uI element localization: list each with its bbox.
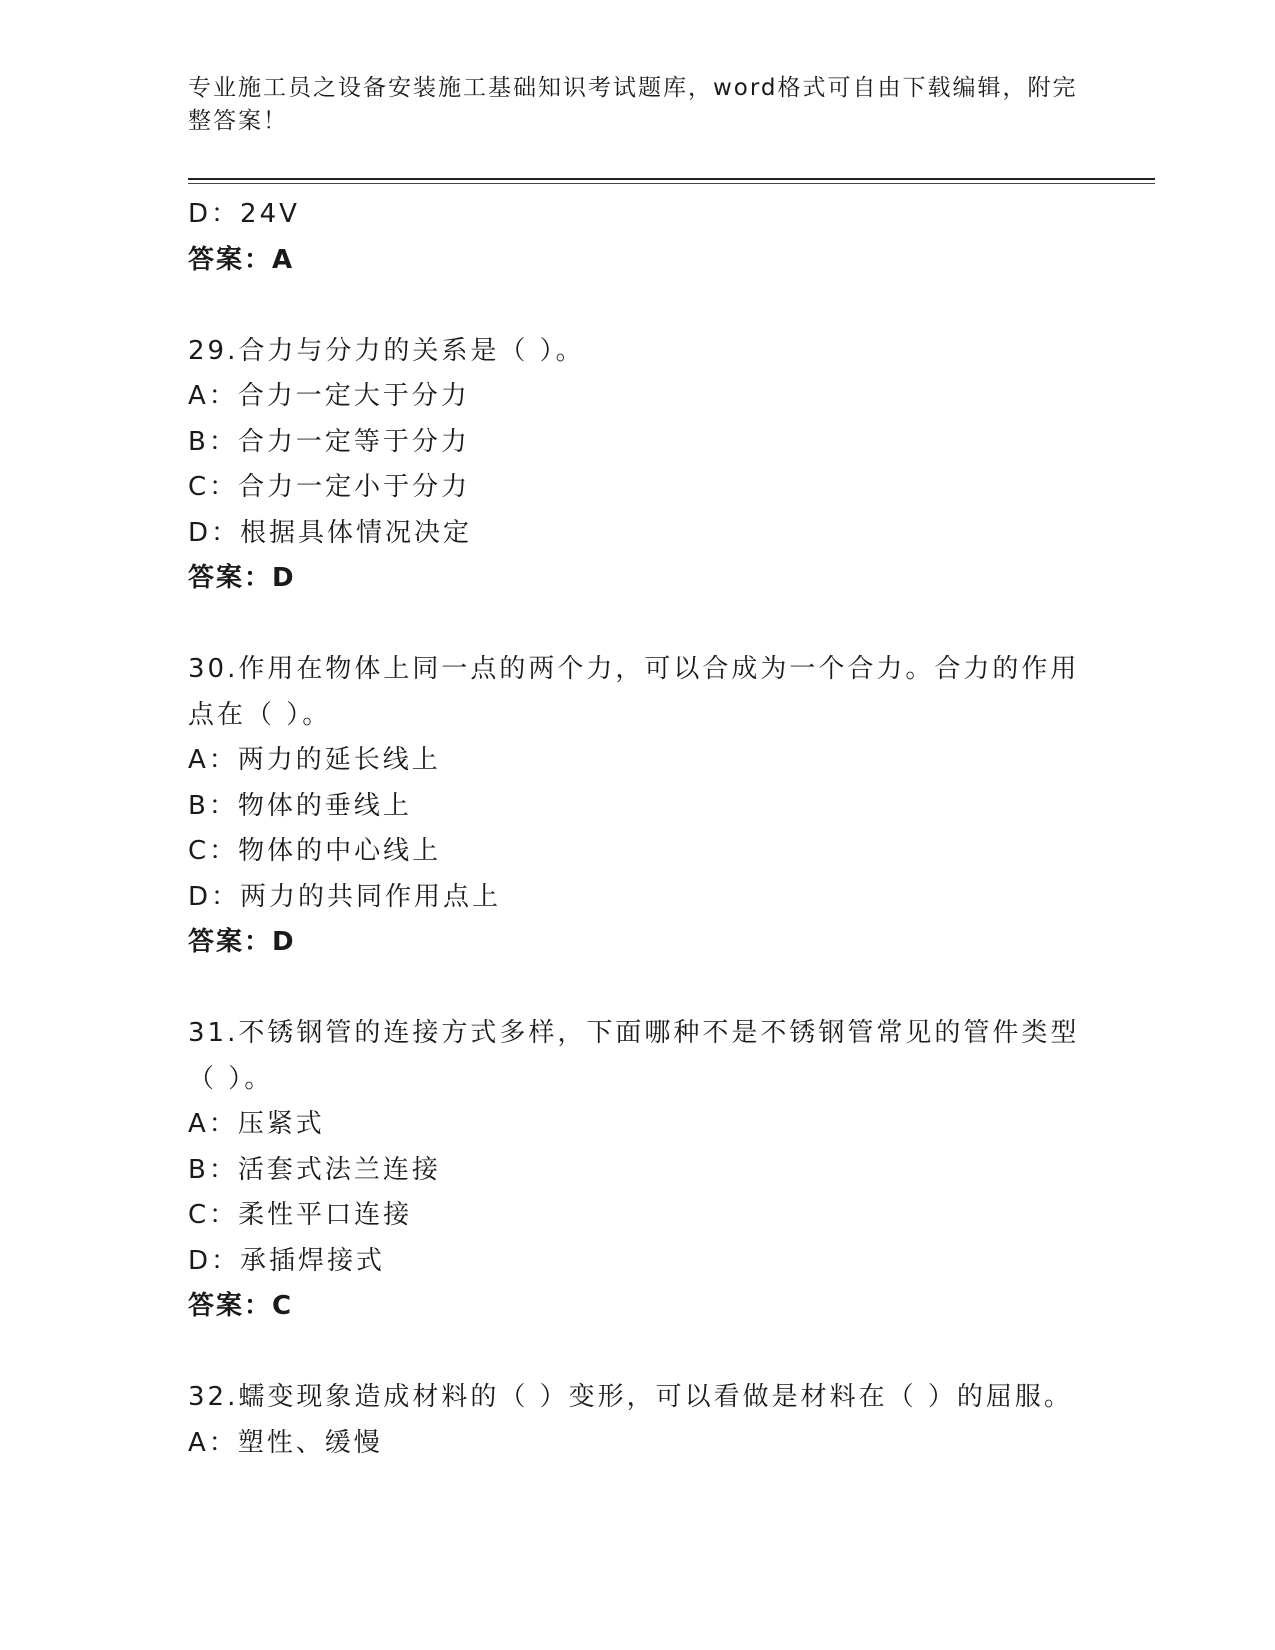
option-b: B：活套式法兰连接 bbox=[188, 1154, 441, 1185]
question-31 bbox=[188, 1011, 1088, 1330]
option-a: A：两力的延长线上 bbox=[188, 745, 441, 775]
option-a: A：塑性、缓慢 bbox=[188, 1427, 383, 1458]
answer: 答案：C bbox=[188, 1291, 294, 1321]
option-c: C：柔性平口连接 bbox=[188, 1200, 413, 1230]
header-rule-thick bbox=[188, 178, 1155, 180]
spacer bbox=[188, 1330, 1088, 1376]
spacer bbox=[188, 283, 1088, 329]
question-32 bbox=[188, 1375, 1088, 1466]
question-29 bbox=[188, 329, 1088, 602]
question-30 bbox=[188, 647, 1088, 966]
question-list bbox=[188, 192, 1088, 1466]
question-text: 30.作用在物体上同一点的两个力，可以合成为一个合力。合力的作用点在（ ）。 bbox=[188, 654, 1080, 730]
answer: 答案：D bbox=[188, 563, 296, 593]
header-rule-thin bbox=[188, 183, 1155, 184]
option-d: D：承插焊接式 bbox=[188, 1245, 386, 1276]
option-a: A：压紧式 bbox=[188, 1109, 325, 1139]
option-b: B：合力一定等于分力 bbox=[188, 426, 470, 457]
prev-answer: 答案：A bbox=[188, 244, 295, 275]
option-c: C：物体的中心线上 bbox=[188, 836, 442, 866]
question-text: 31.不锈钢管的连接方式多样，下面哪种不是不锈钢管常见的管件类型（ ）。 bbox=[188, 1018, 1080, 1094]
question-text: 32.蠕变现象造成材料的（ ）变形，可以看做是材料在（ ）的屈服。 bbox=[188, 1382, 1073, 1412]
option-a: A：合力一定大于分力 bbox=[188, 381, 470, 411]
option-d: D：根据具体情况决定 bbox=[188, 517, 473, 548]
answer: 答案：D bbox=[188, 927, 296, 957]
prev-option-d: D：24V bbox=[188, 199, 300, 229]
option-c: C：合力一定小于分力 bbox=[188, 472, 471, 502]
question-text: 29.合力与分力的关系是（ ）。 bbox=[188, 335, 585, 366]
spacer bbox=[188, 602, 1088, 648]
document-header: 专业施工员之设备安装施工基础知识考试题库，word格式可自由下载编辑，附完整答案！ bbox=[188, 75, 1078, 134]
option-d: D：两力的共同作用点上 bbox=[188, 881, 502, 912]
option-b: B：物体的垂线上 bbox=[188, 790, 412, 821]
spacer bbox=[188, 966, 1088, 1012]
